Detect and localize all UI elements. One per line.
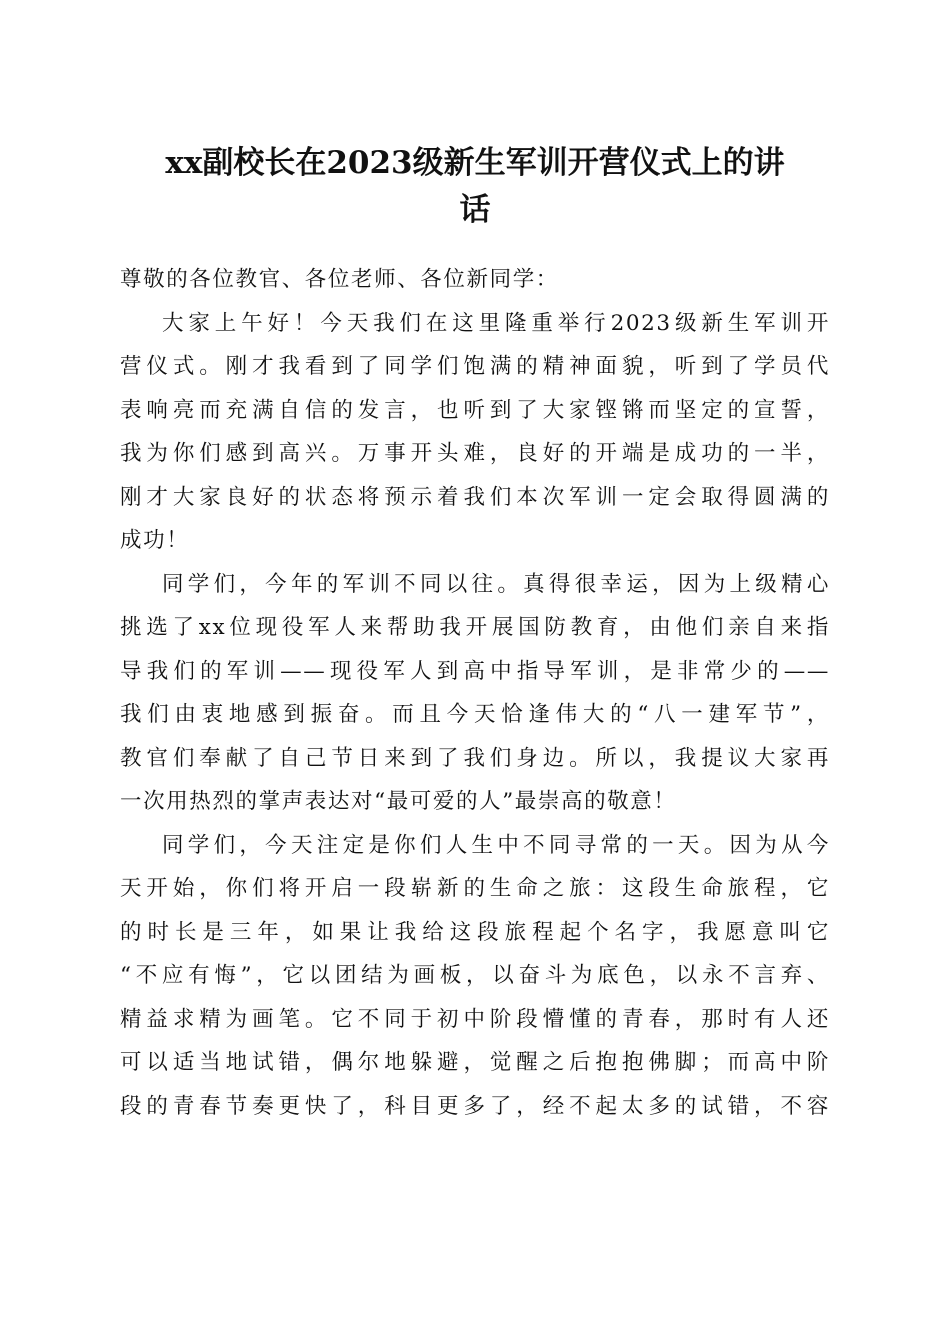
paragraph-line: 同学们，今天注定是你们人生中不同寻常的一天。因为从今	[162, 832, 830, 858]
paragraph-line: 一次用热烈的掌声表达对“最可爱的人”最崇高的敬意！	[120, 789, 677, 814]
paragraph-line: 同学们，今年的军训不同以往。真得很幸运，因为上级精心	[162, 571, 830, 597]
paragraph-line: 精益求精为画笔。它不同于初中阶段懵懂的青春，那时有人还	[120, 1006, 830, 1032]
paragraph-line: 大家上午好！今天我们在这里隆重举行2023级新生军训开	[162, 310, 830, 336]
title-line-2: 话	[459, 192, 491, 228]
paragraph-line: 刚才大家良好的状态将预示着我们本次军训一定会取得圆满的	[120, 484, 830, 510]
document-title	[110, 140, 840, 234]
paragraph-line: 挑选了xx位现役军人来帮助我开展国防教育，由他们亲自来指	[120, 615, 830, 640]
salutation: 尊敬的各位教官、各位老师、各位新同学：	[120, 267, 559, 292]
paragraph-line: 天开始，你们将开启一段崭新的生命之旅：这段生命旅程，它	[120, 876, 830, 901]
paragraph-3	[120, 824, 830, 1129]
paragraph-line: 段的青春节奏更快了，科目更多了，经不起太多的试错，不容	[120, 1093, 830, 1119]
document-body	[120, 258, 830, 1128]
paragraph-line: 的时长是三年，如果让我给这段旅程起个名字，我愿意叫它	[120, 919, 830, 945]
paragraph-line: 我为你们感到高兴。万事开头难，良好的开端是成功的一半，	[120, 441, 830, 466]
paragraph-line: 教官们奉献了自己节日来到了我们身边。所以，我提议大家再	[120, 745, 830, 771]
paragraph-line: 导我们的军训——现役军人到高中指导军训，是非常少的——	[120, 658, 830, 684]
paragraph-2	[120, 563, 830, 824]
paragraph-1	[120, 302, 830, 563]
title-line-1: xx副校长在2023级新生军训开营仪式上的讲	[165, 145, 785, 181]
paragraph-line: 我们由衷地感到振奋。而且今天恰逢伟大的“八一建军节”，	[120, 702, 830, 727]
paragraph-line: 成功！	[120, 528, 190, 553]
paragraph-line: 可以适当地试错，偶尔地躲避，觉醒之后抱抱佛脚；而高中阶	[120, 1050, 830, 1075]
paragraph-line: 表响亮而充满自信的发言，也听到了大家铿锵而坚定的宣誓，	[120, 397, 830, 423]
paragraph-line: “不应有悔”，它以团结为画板，以奋斗为底色，以永不言弃、	[120, 963, 830, 988]
paragraph-line: 营仪式。刚才我看到了同学们饱满的精神面貌，听到了学员代	[120, 354, 830, 379]
